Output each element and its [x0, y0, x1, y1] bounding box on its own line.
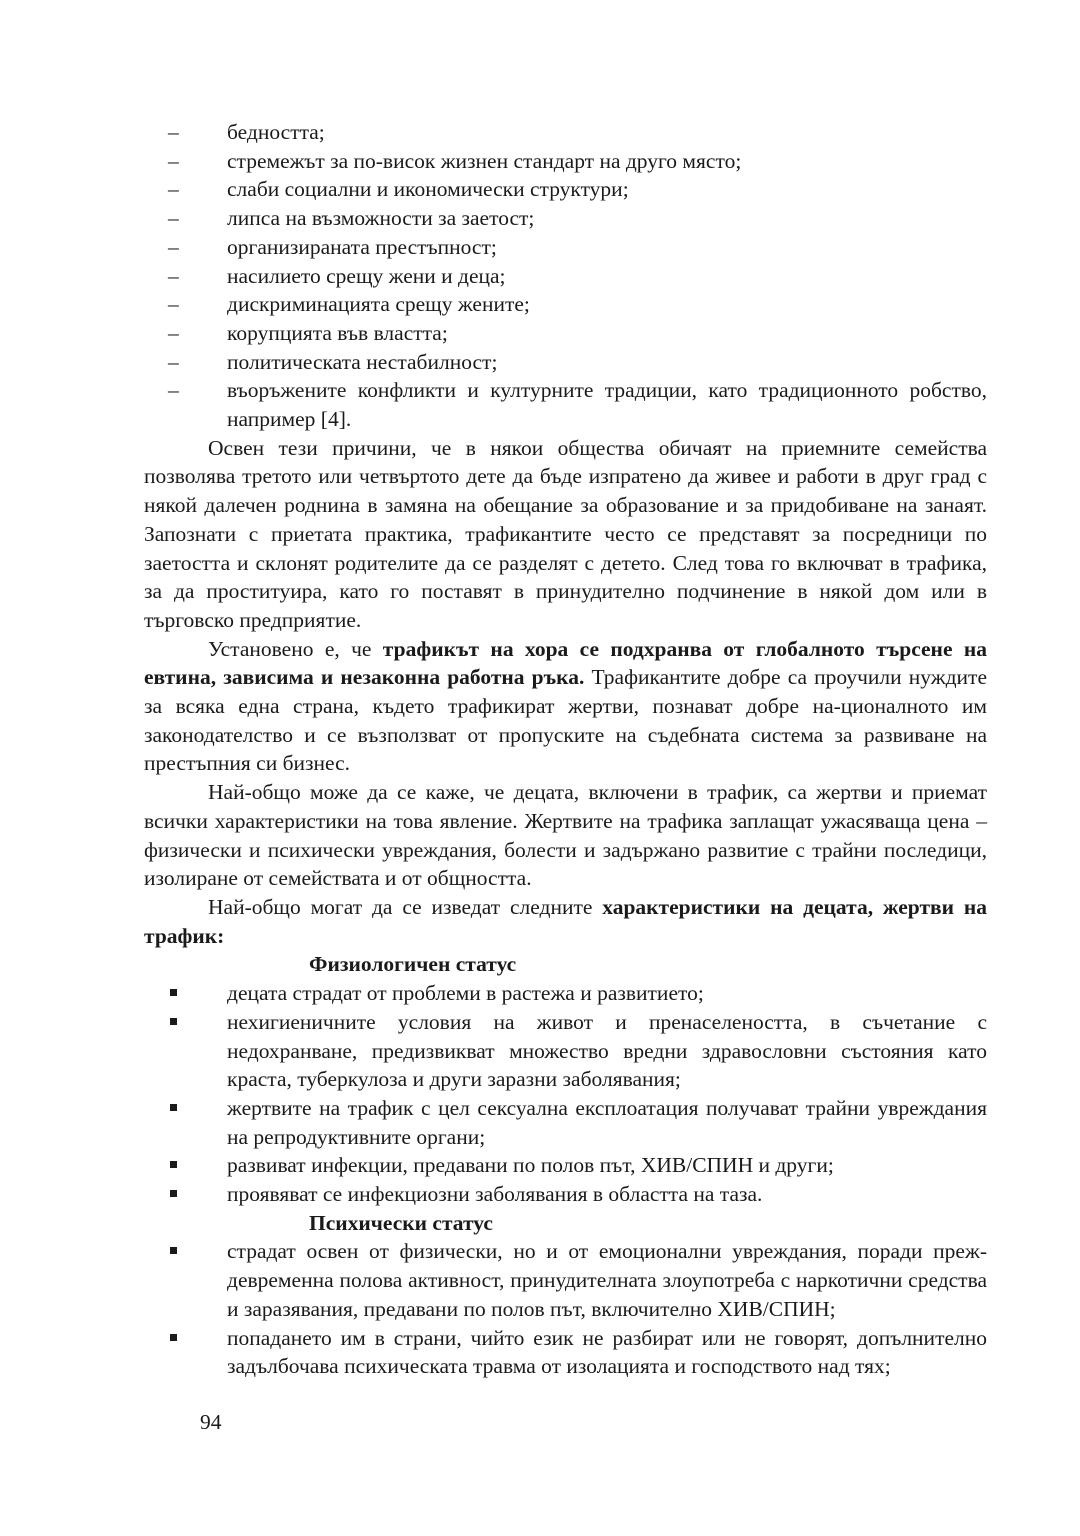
- paragraph-demand: Установено е, че трафикът на хора се подхранва от глобалното търсене на евтина, зависима и незаконна работна ръка. Трафикантите добре са проучили нуждите за всяка една страна, където трафикират жертви, познават добре на-ционалното им законодателство и се възползват от пропуските на съдебната система за развиване на престъпния си бизнес.: [144, 636, 987, 776]
- square-bullet-icon: [170, 1247, 177, 1254]
- list-item: – стремежът за по-висок жизнен стандарт на друго място;: [144, 147, 987, 176]
- list-item: развиват инфекции, предавани по полов път, ХИВ/СПИН и други;: [144, 1151, 987, 1180]
- list-item: децата страдат от проблеми в растежа и развитието;: [144, 979, 987, 1008]
- dash-marker: –: [168, 263, 179, 288]
- list-item: – въоръжените конфликти и културните традиции, като традиционното робство, например [4].: [168, 378, 987, 432]
- list-item: попадането им в страни, чийто език не разбират или не говорят, допълнително задълбочава психическата травма от изолацията и господството над тях;: [144, 1324, 987, 1381]
- square-bullet-icon: [170, 989, 177, 996]
- list-item: – насилието срещу жени и деца;: [144, 262, 987, 291]
- paragraph-characteristics: Най-общо могат да се изведат следните характеристики на децата, жертви на трафик:: [144, 894, 987, 948]
- dash-marker: –: [168, 120, 179, 144]
- page-body: [144, 118, 987, 1381]
- square-bullet-icon: [170, 1104, 177, 1111]
- dash-marker: –: [168, 148, 179, 173]
- list-item: – липса на възможности за заетост;: [144, 204, 987, 233]
- list-item: – политическата нестабилност;: [144, 348, 987, 377]
- causes-list: [144, 118, 987, 434]
- square-bullet-icon: [170, 1018, 177, 1025]
- list-item: – организираната престъпност;: [144, 233, 987, 262]
- dash-marker: –: [168, 292, 179, 317]
- page-number: 94: [200, 1410, 222, 1434]
- physiological-list: [144, 979, 987, 1209]
- list-item: проявяват се инфекциозни заболявания в областта на таза.: [144, 1180, 987, 1209]
- paragraph-customs: Освен тези причини, че в някои общества обичаят на приемните семейства позволява третото или четвъртото дете да бъде изпратено да живее и работи в друг град с някой далечен роднина в замяна на обещание за образование и за придобиване на занаят. Запознати с приетата практика, трафикантите често се представят за посредници по заетостта и склонят родителите да се разделят с детето. След това го включват в трафика, за да проституира, като го поставят в принудително подчинение в някой дом или в търговско предприятие.: [144, 435, 987, 632]
- section-heading-psychological: Психически статус: [309, 1210, 493, 1235]
- square-bullet-icon: [170, 1161, 177, 1168]
- section-heading-physiological: Физиологичен статус: [309, 952, 517, 977]
- dash-marker: –: [168, 320, 179, 345]
- dash-marker: –: [168, 349, 179, 374]
- list-item: – корупцията във властта;: [144, 319, 987, 348]
- emphasis: трафикът на хора се подхранва от глобалното търсене на евтина, зависима и незаконна работна ръка.: [144, 636, 987, 690]
- list-item: жертвите на трафик с цел сексуална експлоатация получават трайни увреждания на репродуктивните органи;: [144, 1094, 987, 1151]
- psychological-list: [144, 1237, 987, 1381]
- list-item: – слаби социални и икономически структури;: [144, 175, 987, 204]
- square-bullet-icon: [170, 1190, 177, 1197]
- dash-marker: –: [168, 234, 179, 259]
- emphasis: характеристики на децата, жертви на трафик:: [144, 894, 987, 948]
- paragraph-victims: Най-общо може да се каже, че децата, включени в трафик, са жертви и приемат всички характеристики на това явление. Жертвите на трафика заплащат ужасяваща цена – физически и психически увреждания, болести и задържано развитие с трайни последици, изолиране от семействата и от общността.: [144, 780, 987, 891]
- list-item: – бедността;: [144, 118, 987, 147]
- dash-marker: –: [168, 378, 179, 403]
- list-item: страдат освен от физически, но и от емоционални увреждания, поради преж-девременна полова активност, принудителната злоупотреба с наркотични средства и заразявания, предавани по полов път, включително ХИВ/СПИН;: [144, 1237, 987, 1323]
- dash-marker: –: [168, 177, 179, 202]
- dash-marker: –: [168, 206, 179, 231]
- list-item: нехигиеничните условия на живот и пренаселеността, в съчетание с недохранване, предизвикват множество вредни здравословни състояния като краста, туберкулоза и други заразни заболявания;: [144, 1008, 987, 1094]
- list-item: – дискриминацията срещу жените;: [144, 290, 987, 319]
- square-bullet-icon: [170, 1334, 177, 1341]
